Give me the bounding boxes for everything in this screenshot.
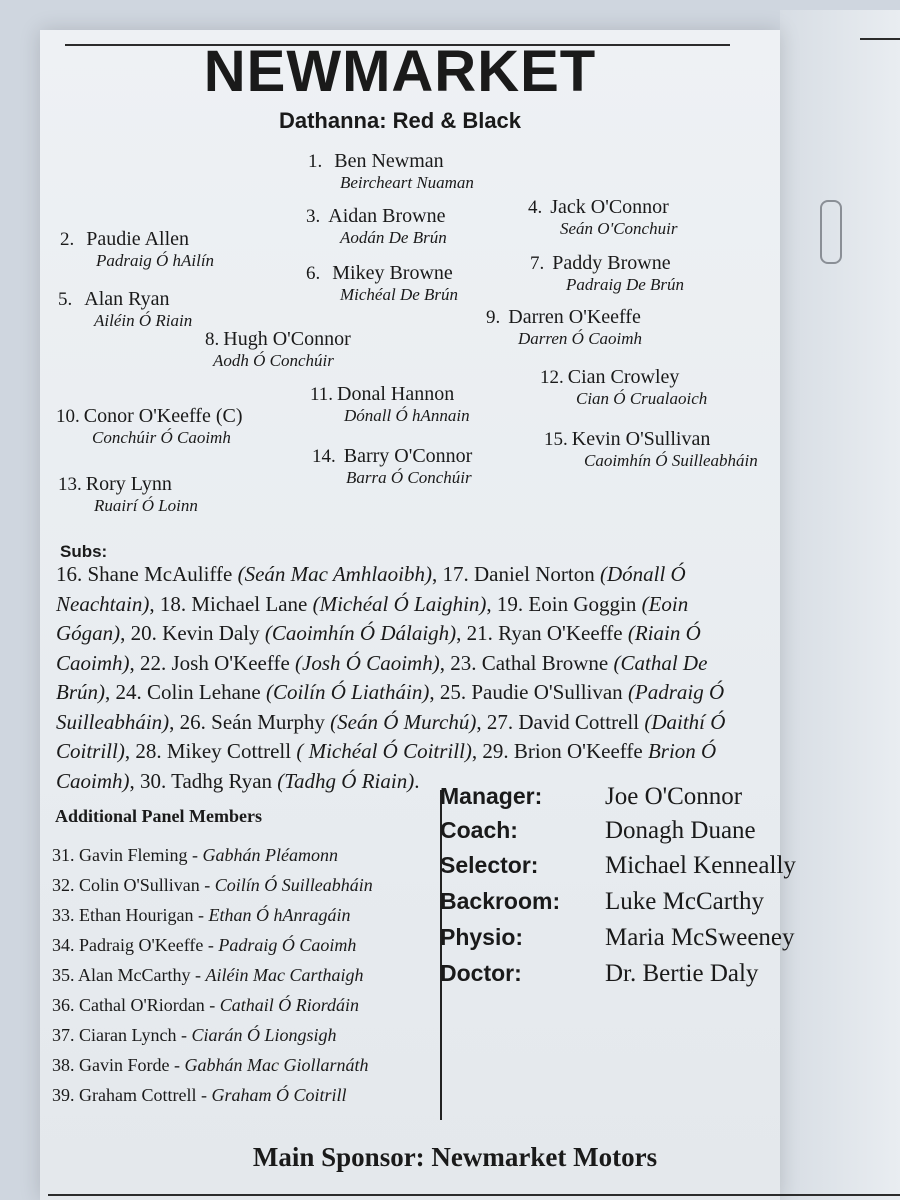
main-sponsor: Main Sponsor: Newmarket Motors [252,1142,658,1172]
bottom-rule [48,1194,900,1196]
player-10: 10. Conor O'Keeffe (C) Conchúir Ó Caoimh [56,405,243,447]
subs-heading: Subs: [60,542,108,561]
player-4: 4. Jack O'Connor Seán O'Conchuir [528,196,678,238]
panel-member: 39. Graham Cottrell - Graham Ó Coitrill [52,1085,347,1105]
top-rule-right [860,38,900,40]
subs-line: Brún), 24. Colin Lehane (Coilín Ó Liatháin), 25. Paudie O'Sullivan (Padraig Ó [56,680,725,704]
panel-heading: Additional Panel Members [55,806,262,826]
player-13: 13. Rory Lynn Ruairí Ó Loinn [58,473,198,515]
staple [820,200,842,264]
team-title: NEWMARKET [203,39,597,104]
player-8: 8. Hugh O'Connor Aodh Ó Conchúir [205,328,351,370]
subs-line: 16. Shane McAuliffe (Seán Mac Amhlaoibh), 17. Daniel Norton (Dónall Ó [56,562,686,586]
subs-line: Suilleabháin), 26. Seán Murphy (Seán Ó Murchú), 27. David Cottrell (Daithí Ó [56,709,726,734]
player-2: 2. Paudie Allen Padraig Ó hAilín [60,228,215,270]
player-5: 5. Alan Ryan Ailéin Ó Riain [58,288,193,330]
subs-list [56,560,846,796]
player-1: 1. Ben Newman Beircheart Nuaman [308,150,474,192]
player-11: 11. Donal Hannon Dónall Ó hAnnain [310,383,470,425]
player-6: 6. Mikey Browne Michéal De Brún [306,262,459,304]
player-3: 3. Aidan Browne Aodán De Brún [306,205,447,247]
player-15: 15. Kevin O'Sullivan Caoimhín Ó Suilleabháin [544,428,758,470]
panel-list [52,840,373,1110]
panel-member: 34. Padraig O'Keeffe - Padraig Ó Caoimh [52,935,357,955]
panel-member: 37. Ciaran Lynch - Ciarán Ó Liongsigh [52,1025,337,1045]
player-7: 7. Paddy Browne Padraig De Brún [530,252,685,294]
panel-member: 33. Ethan Hourigan - Ethan Ó hAnragáin [52,905,351,925]
panel-member: 31. Gavin Fleming - Gabhán Pléamonn [52,845,338,865]
team-colours: Dathanna: Red & Black [278,108,522,133]
panel-member: 36. Cathal O'Riordan - Cathail Ó Riordáin [52,995,360,1015]
subs-line: Coitrill), 28. Mikey Cottrell ( Michéal Ó Coitrill), 29. Brion O'Keeffe Brion Ó [56,739,717,763]
player-12: 12. Cian Crowley Cian Ó Crualaoich [540,366,708,408]
subs-line: Gógan), 20. Kevin Daly (Caoimhín Ó Dálaigh), 21. Ryan O'Keeffe (Riain Ó [56,621,701,645]
panel-member: 32. Colin O'Sullivan - Coilín Ó Suilleabháin [52,875,373,895]
subs-line: Neachtain), 18. Michael Lane (Michéal Ó Laighin), 19. Eoin Goggin (Eoin [56,591,689,616]
panel-member: 35. Alan McCarthy - Ailéin Mac Carthaigh [52,965,364,985]
player-9: 9. Darren O'Keeffe Darren Ó Caoimh [486,306,643,348]
subs-line: Caoimh), 22. Josh O'Keeffe (Josh Ó Caoimh), 23. Cathal Browne (Cathal De [56,650,708,675]
subs-line: Caoimh), 30. Tadhg Ryan (Tadhg Ó Riain). [56,768,420,793]
player-14: 14. Barry O'Connor Barra Ó Conchúir [312,445,473,487]
panel-member: 38. Gavin Forde - Gabhán Mac Giollarnáth [52,1055,369,1075]
